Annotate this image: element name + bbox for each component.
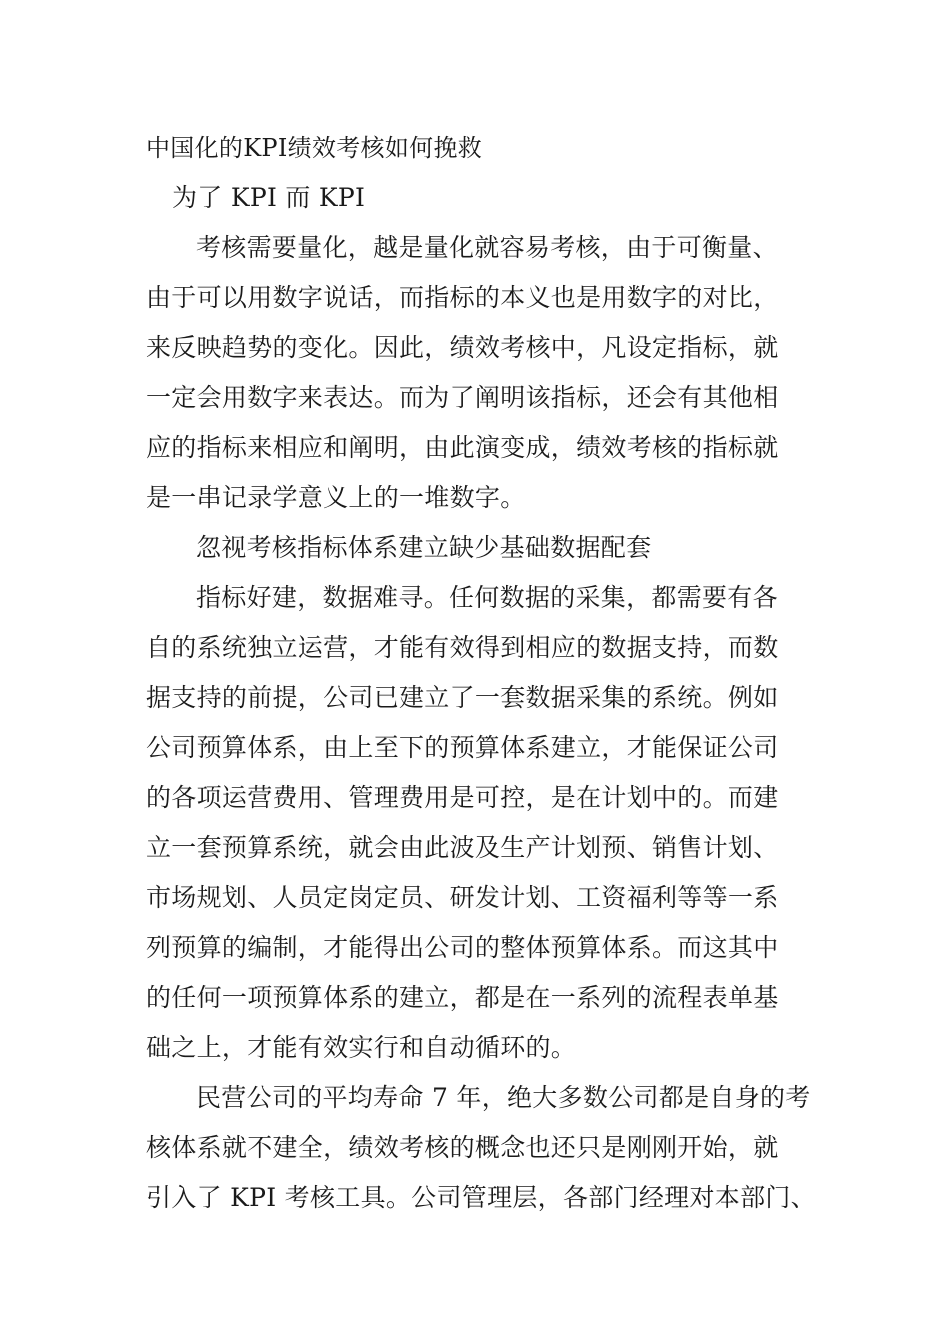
subheading-missing-data: 忽视考核指标体系建立缺少基础数据配套 (196, 533, 652, 562)
paragraph-line: 由于可以用数字说话，而指标的本义也是用数字的对比， (146, 283, 779, 312)
paragraph-line: 一定会用数字来表达。而为了阐明该指标，还会有其他相 (146, 383, 779, 412)
paragraph-line: 来反映趋势的变化。因此，绩效考核中，凡设定指标，就 (146, 333, 779, 362)
paragraph-line: 市场规划、人员定岗定员、研发计划、工资福利等等一系 (146, 883, 779, 912)
paragraph-line: 考核需要量化，越是量化就容易考核，由于可衡量、 (196, 233, 778, 262)
paragraph-line: 据支持的前提，公司已建立了一套数据采集的系统。例如 (146, 683, 779, 712)
paragraph-line: 的任何一项预算体系的建立，都是在一系列的流程表单基 (146, 983, 779, 1012)
paragraph-line: 是一串记录学意义上的一堆数字。 (146, 483, 526, 512)
paragraph-line: 引入了 KPI 考核工具。公司管理层，各部门经理对本部门、 (146, 1183, 816, 1212)
paragraph-line: 民营公司的平均寿命 7 年，绝大多数公司都是自身的考 (196, 1083, 811, 1112)
subheading-kpi-for-kpi: 为了 KPI 而 KPI (172, 183, 366, 212)
paragraph-line: 础之上，才能有效实行和自动循环的。 (146, 1033, 577, 1062)
paragraph-line: 指标好建，数据难寻。任何数据的采集，都需要有各 (196, 583, 778, 612)
paragraph-line: 公司预算体系，由上至下的预算体系建立，才能保证公司 (146, 733, 779, 762)
document-title: 中国化的KPI绩效考核如何挽救 (146, 134, 483, 162)
paragraph-line: 立一套预算系统，就会由此波及生产计划预、销售计划、 (146, 833, 779, 862)
paragraph-line: 自的系统独立运营，才能有效得到相应的数据支持，而数 (146, 633, 779, 662)
paragraph-line: 列预算的编制，才能得出公司的整体预算体系。而这其中 (146, 933, 779, 962)
paragraph-line: 的各项运营费用、管理费用是可控，是在计划中的。而建 (146, 783, 779, 812)
paragraph-line: 核体系就不建全，绩效考核的概念也还只是刚刚开始，就 (146, 1133, 779, 1162)
paragraph-line: 应的指标来相应和阐明，由此演变成，绩效考核的指标就 (146, 433, 779, 462)
